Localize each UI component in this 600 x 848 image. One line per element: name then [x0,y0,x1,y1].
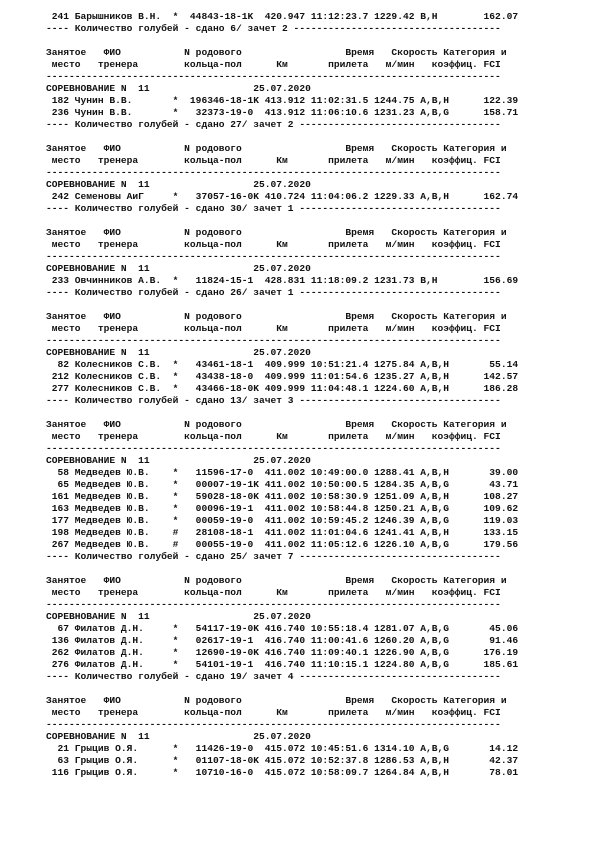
column-header: место тренера кольца-пол Км прилета м/мин коэффиц. FCI [46,155,501,166]
result-row: 65 Медведев Ю.В. * 00007-19-1K 411.002 10:50:00.5 1284.35 A,B,G 43.71 [46,479,519,490]
summary-line: ---- Количество голубей - сдано 30/ зачет 1 ----------------------------------- [46,203,501,214]
summary-line: ---- Количество голубей - сдано 19/ зачет 4 ----------------------------------- [46,671,501,682]
result-row: 233 Овчинников А.В. * 11824-15-1 428.831 11:18:09.2 1231.73 B,H 156.69 [46,275,519,286]
competition-header: СОРЕВНОВАНИЕ N 11 25.07.2020 [46,83,311,94]
competition-header: СОРЕВНОВАНИЕ N 11 25.07.2020 [46,263,311,274]
column-header: место тренера кольца-пол Км прилета м/мин коэффиц. FCI [46,59,501,70]
summary-line: ---- Количество голубей - сдано 13/ зачет 3 ----------------------------------- [46,395,501,406]
column-header: Занятое ФИО N родового Время Скорость Категория и [46,311,507,322]
blank-line [46,35,518,47]
column-header: место тренера кольца-пол Км прилета м/мин коэффиц. FCI [46,431,501,442]
separator-line: ------------------------------------------------------------------------------- [46,71,501,82]
competition-header: СОРЕВНОВАНИЕ N 11 25.07.2020 [46,179,311,190]
blank-line [46,563,518,575]
result-row: 136 Филатов Д.Н. * 02617-19-1 416.740 11:00:41.6 1260.20 A,B,G 91.46 [46,635,519,646]
result-row: 63 Грыцив О.Я. * 01107-18-0K 415.072 10:52:37.8 1286.53 A,B,H 42.37 [46,755,519,766]
summary-line: ---- Количество голубей - сдано 25/ зачет 7 ----------------------------------- [46,551,501,562]
separator-line: ------------------------------------------------------------------------------- [46,335,501,346]
result-row: 241 Барышников В.Н. * 44843-18-1K 420.947 11:12:23.7 1229.42 B,H 162.07 [46,11,519,22]
result-row: 116 Грыцив О.Я. * 10710-16-0 415.072 10:58:09.7 1264.84 A,B,H 78.01 [46,767,519,778]
result-row: 277 Колесников С.В. * 43466-18-0K 409.999 11:04:48.1 1224.60 A,B,H 186.28 [46,383,519,394]
separator-line: ------------------------------------------------------------------------------- [46,167,501,178]
summary-line: ---- Количество голубей - сдано 6/ зачет 2 ------------------------------------ [46,23,501,34]
separator-line: ------------------------------------------------------------------------------- [46,251,501,262]
blank-line [46,407,518,419]
separator-line: ------------------------------------------------------------------------------- [46,599,501,610]
competition-header: СОРЕВНОВАНИЕ N 11 25.07.2020 [46,611,311,622]
summary-line: ---- Количество голубей - сдано 26/ зачет 1 ----------------------------------- [46,287,501,298]
summary-line: ---- Количество голубей - сдано 27/ зачет 2 ----------------------------------- [46,119,501,130]
result-row: 198 Медведев Ю.В. # 28108-18-1 411.002 11:01:04.6 1241.41 A,B,H 133.15 [46,527,519,538]
competition-header: СОРЕВНОВАНИЕ N 11 25.07.2020 [46,731,311,742]
result-row: 21 Грыцив О.Я. * 11426-19-0 415.072 10:45:51.6 1314.10 A,B,G 14.12 [46,743,519,754]
result-row: 276 Филатов Д.Н. * 54101-19-1 416.740 11:10:15.1 1224.80 A,B,G 185.61 [46,659,519,670]
result-row: 161 Медведев Ю.В. * 59028-18-0K 411.002 10:58:30.9 1251.09 A,B,H 108.27 [46,491,519,502]
blank-line [46,683,518,695]
blank-line [46,215,518,227]
result-row: 82 Колесников С.В. * 43461-18-1 409.999 10:51:21.4 1275.84 A,B,H 55.14 [46,359,519,370]
column-header: место тренера кольца-пол Км прилета м/мин коэффиц. FCI [46,587,501,598]
result-row: 67 Филатов Д.Н. * 54117-19-0K 416.740 10:55:18.4 1281.07 A,B,G 45.06 [46,623,519,634]
column-header: место тренера кольца-пол Км прилета м/мин коэффиц. FCI [46,323,501,334]
result-row: 236 Чунин В.В. * 32373-19-0 413.912 11:06:10.6 1231.23 A,B,G 158.71 [46,107,519,118]
competition-header: СОРЕВНОВАНИЕ N 11 25.07.2020 [46,455,311,466]
separator-line: ------------------------------------------------------------------------------- [46,719,501,730]
result-row: 242 Семеновы АиГ * 37057-16-0K 410.724 11:04:06.2 1229.33 A,B,H 162.74 [46,191,519,202]
column-header: Занятое ФИО N родового Время Скорость Категория и [46,575,507,586]
blank-line [46,131,518,143]
column-header: место тренера кольца-пол Км прилета м/мин коэффиц. FCI [46,239,501,250]
result-row: 262 Филатов Д.Н. * 12690-19-0K 416.740 11:09:40.1 1226.90 A,B,G 176.19 [46,647,519,658]
column-header: Занятое ФИО N родового Время Скорость Категория и [46,695,507,706]
result-row: 212 Колесников С.В. * 43438-18-0 409.999 11:01:54.6 1235.27 A,B,H 142.57 [46,371,519,382]
separator-line: ------------------------------------------------------------------------------- [46,443,501,454]
column-header: место тренера кольца-пол Км прилета м/мин коэффиц. FCI [46,707,501,718]
competition-header: СОРЕВНОВАНИЕ N 11 25.07.2020 [46,347,311,358]
result-row: 177 Медведев Ю.В. * 00059-19-0 411.002 10:59:45.2 1246.39 A,B,G 119.03 [46,515,519,526]
results-document [46,11,518,779]
result-row: 163 Медведев Ю.В. * 00096-19-1 411.002 10:58:44.8 1250.21 A,B,G 109.62 [46,503,519,514]
result-row: 182 Чунин В.В. * 196346-18-1K 413.912 11:02:31.5 1244.75 A,B,H 122.39 [46,95,519,106]
column-header: Занятое ФИО N родового Время Скорость Категория и [46,419,507,430]
column-header: Занятое ФИО N родового Время Скорость Категория и [46,47,507,58]
result-row: 58 Медведев Ю.В. * 11596-17-0 411.002 10:49:00.0 1288.41 A,B,H 39.00 [46,467,519,478]
blank-line [46,299,518,311]
result-row: 267 Медведев Ю.В. # 00055-19-0 411.002 11:05:12.6 1226.10 A,B,G 179.56 [46,539,519,550]
column-header: Занятое ФИО N родового Время Скорость Категория и [46,227,507,238]
column-header: Занятое ФИО N родового Время Скорость Категория и [46,143,507,154]
